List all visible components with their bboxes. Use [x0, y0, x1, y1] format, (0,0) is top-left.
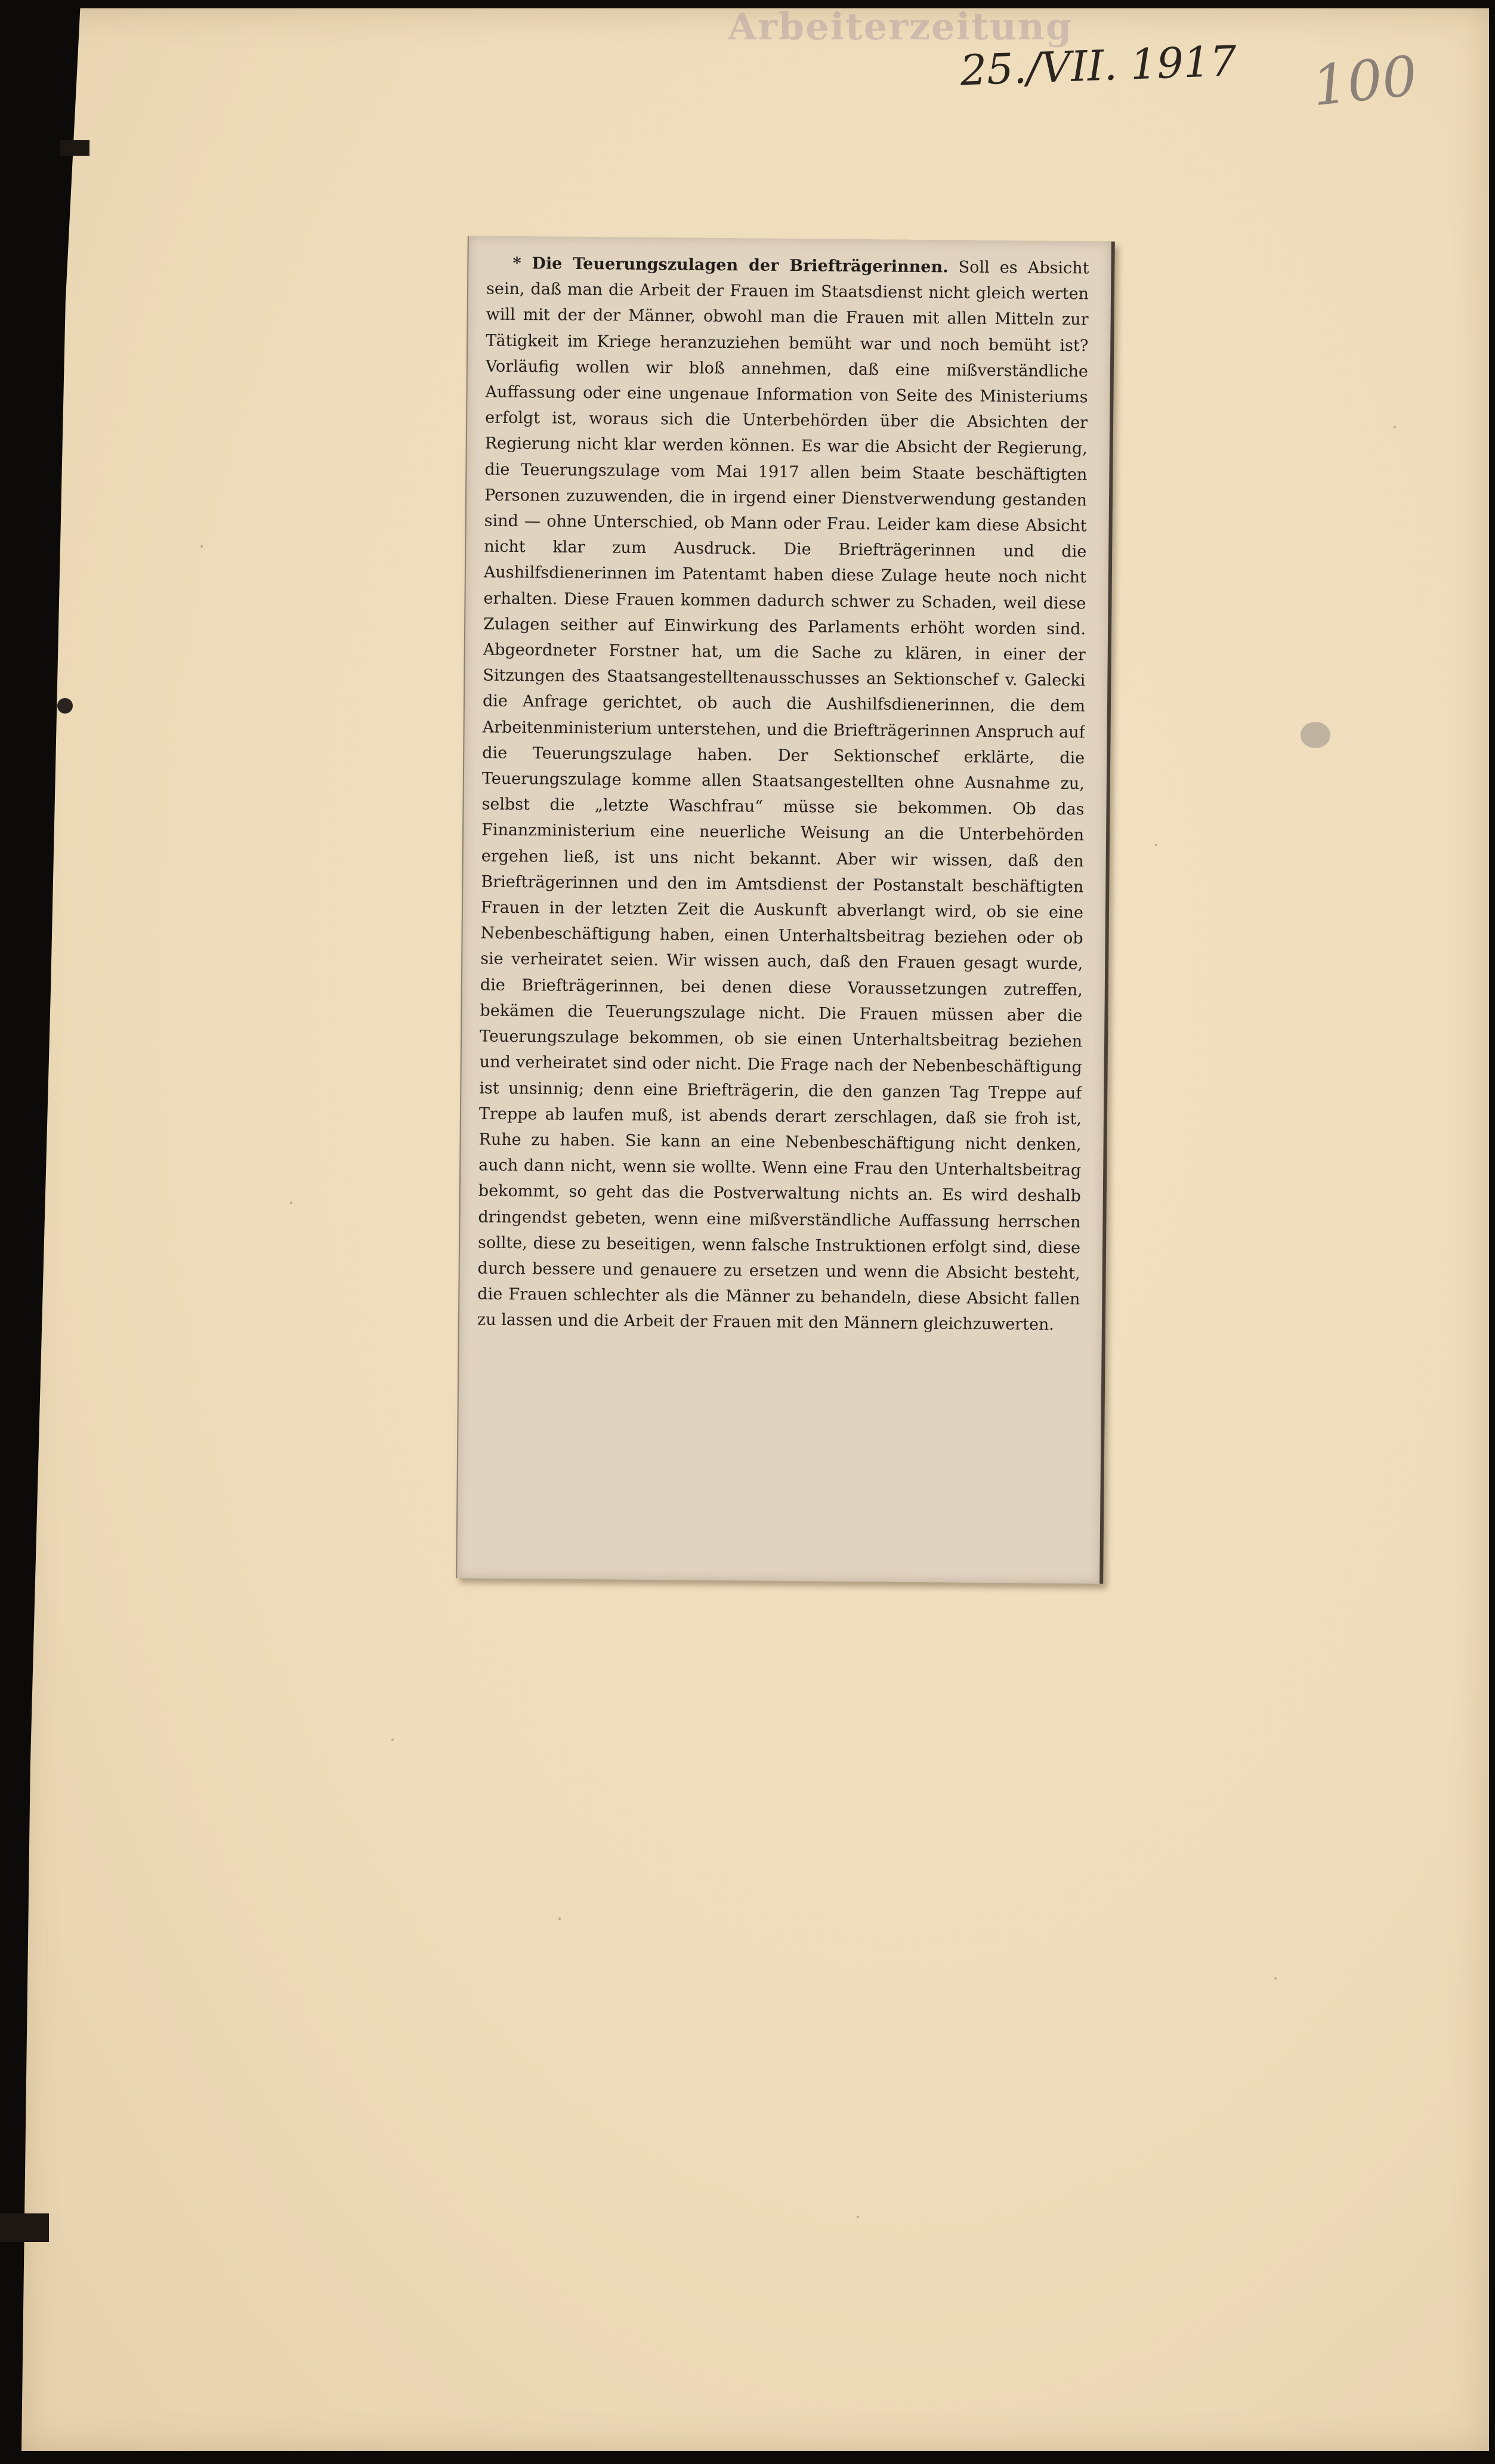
- punch-hole: [1301, 722, 1330, 748]
- handwritten-date: 25./VII. 1917: [959, 36, 1238, 95]
- article-text: [475, 251, 1089, 1563]
- newspaper-clipping: [456, 236, 1115, 1583]
- punch-hole: [57, 698, 73, 714]
- handwritten-page-number: 100: [1309, 44, 1420, 119]
- masthead-stamp: Arbeiterzeitung: [728, 5, 1073, 48]
- article-headline: * Die Teuerungszulagen der Briefträgerinnen.: [512, 254, 949, 277]
- article-paragraph: [477, 251, 1089, 1338]
- paper-tear: [60, 140, 89, 156]
- paper-tear: [0, 2213, 49, 2242]
- article-body: Soll es Absicht sein, daß man die Arbeit der Frauen im Staatsdienst nicht gleich werten will mit der der Männer, obwohl man die Frauen mit allen Mitteln zur Tätigkeit im Kriege heranzuziehen bemüht war und noch bemüht ist? Vorläufig wollen wir bloß annehmen, daß eine mißverständliche Auffassung oder eine ungenaue Information von Seite des Ministeriums erfolgt ist, woraus sich die Unterbehörden über die Absichten der Regierung nicht klar werden können. Es war die Absicht der Regierung, die Teuerungszulage vom Mai 1917 allen beim Staate beschäftigten Personen zuzuwenden, die in irgend einer Dienstverwendung gestanden sind — ohne Unterschied, ob Mann oder Frau. Leider kam diese Absicht nicht klar zum Ausdruck. Die Briefträgerinnen und die Aushilfsdienerinnen im Patentamt haben diese Zulage heute noch nicht erhalten. Diese Frauen kommen dadurch schwer zu Schaden, weil diese Zulagen seither auf Einwirkung des Parlaments erhöht worden sind. Abgeordneter Forstner hat, um die Sache zu klären, in einer der Sitzungen des Staatsangestelltenausschusses an Sektionschef v. Galecki die Anfrage gerichtet, ob auch die Aushilfsdienerinnen, die dem Arbeitenministerium unterstehen, und die Briefträgerinnen Anspruch auf die Teuerungszulage haben. Der Sektionschef erklärte, die Teuerungszulage komme allen Staatsangestellten ohne Ausnahme zu, selbst die „letzte Waschfrau“ müsse sie bekommen. Ob das Finanzministerium eine neuerliche Weisung an die Unterbehörden ergehen ließ, ist uns nicht bekannt. Aber wir wissen, daß den Briefträgerinnen und den im Amtsdienst der Postanstalt beschäftigten Frauen in der letzten Zeit die Auskunft abverlangt wird, ob sie eine Nebenbeschäftigung haben, einen Unterhaltsbeitrag beziehen oder ob sie verheiratet seien. Wir wissen auch, daß den Frauen gesagt wurde, die Briefträgerinnen, bei denen diese Voraussetzungen zutreffen, bekämen die Teuerungszulage nicht. Die Frauen müssen aber die Teuerungszulage bekommen, ob sie einen Unterhaltsbeitrag beziehen und verheiratet sind oder nicht. Die Frage nach der Nebenbeschäftigung ist unsinnig; denn eine Briefträgerin, die den ganzen Tag Treppe auf Treppe ab laufen muß, ist abends derart zerschlagen, daß sie froh ist, Ruhe zu haben. Sie kann an eine Nebenbeschäftigung nicht denken, auch dann nicht, wenn sie wollte. Wenn eine Frau den Unterhaltsbeitrag bekommt, so geht das die Postverwaltung nichts an. Es wird deshalb dringendst gebeten, wenn eine mißverständliche Auffassung herrschen sollte, diese zu beseitigen, wenn falsche Instruktionen erfolgt sind, diese durch bessere und genauere zu ersetzen und wenn die Absicht besteht, die Frauen schlechter als die Männer zu behandeln, diese Absicht fallen zu lassen und die Arbeit der Frauen mit den Männern gleichzuwerten.: [477, 258, 1089, 1335]
